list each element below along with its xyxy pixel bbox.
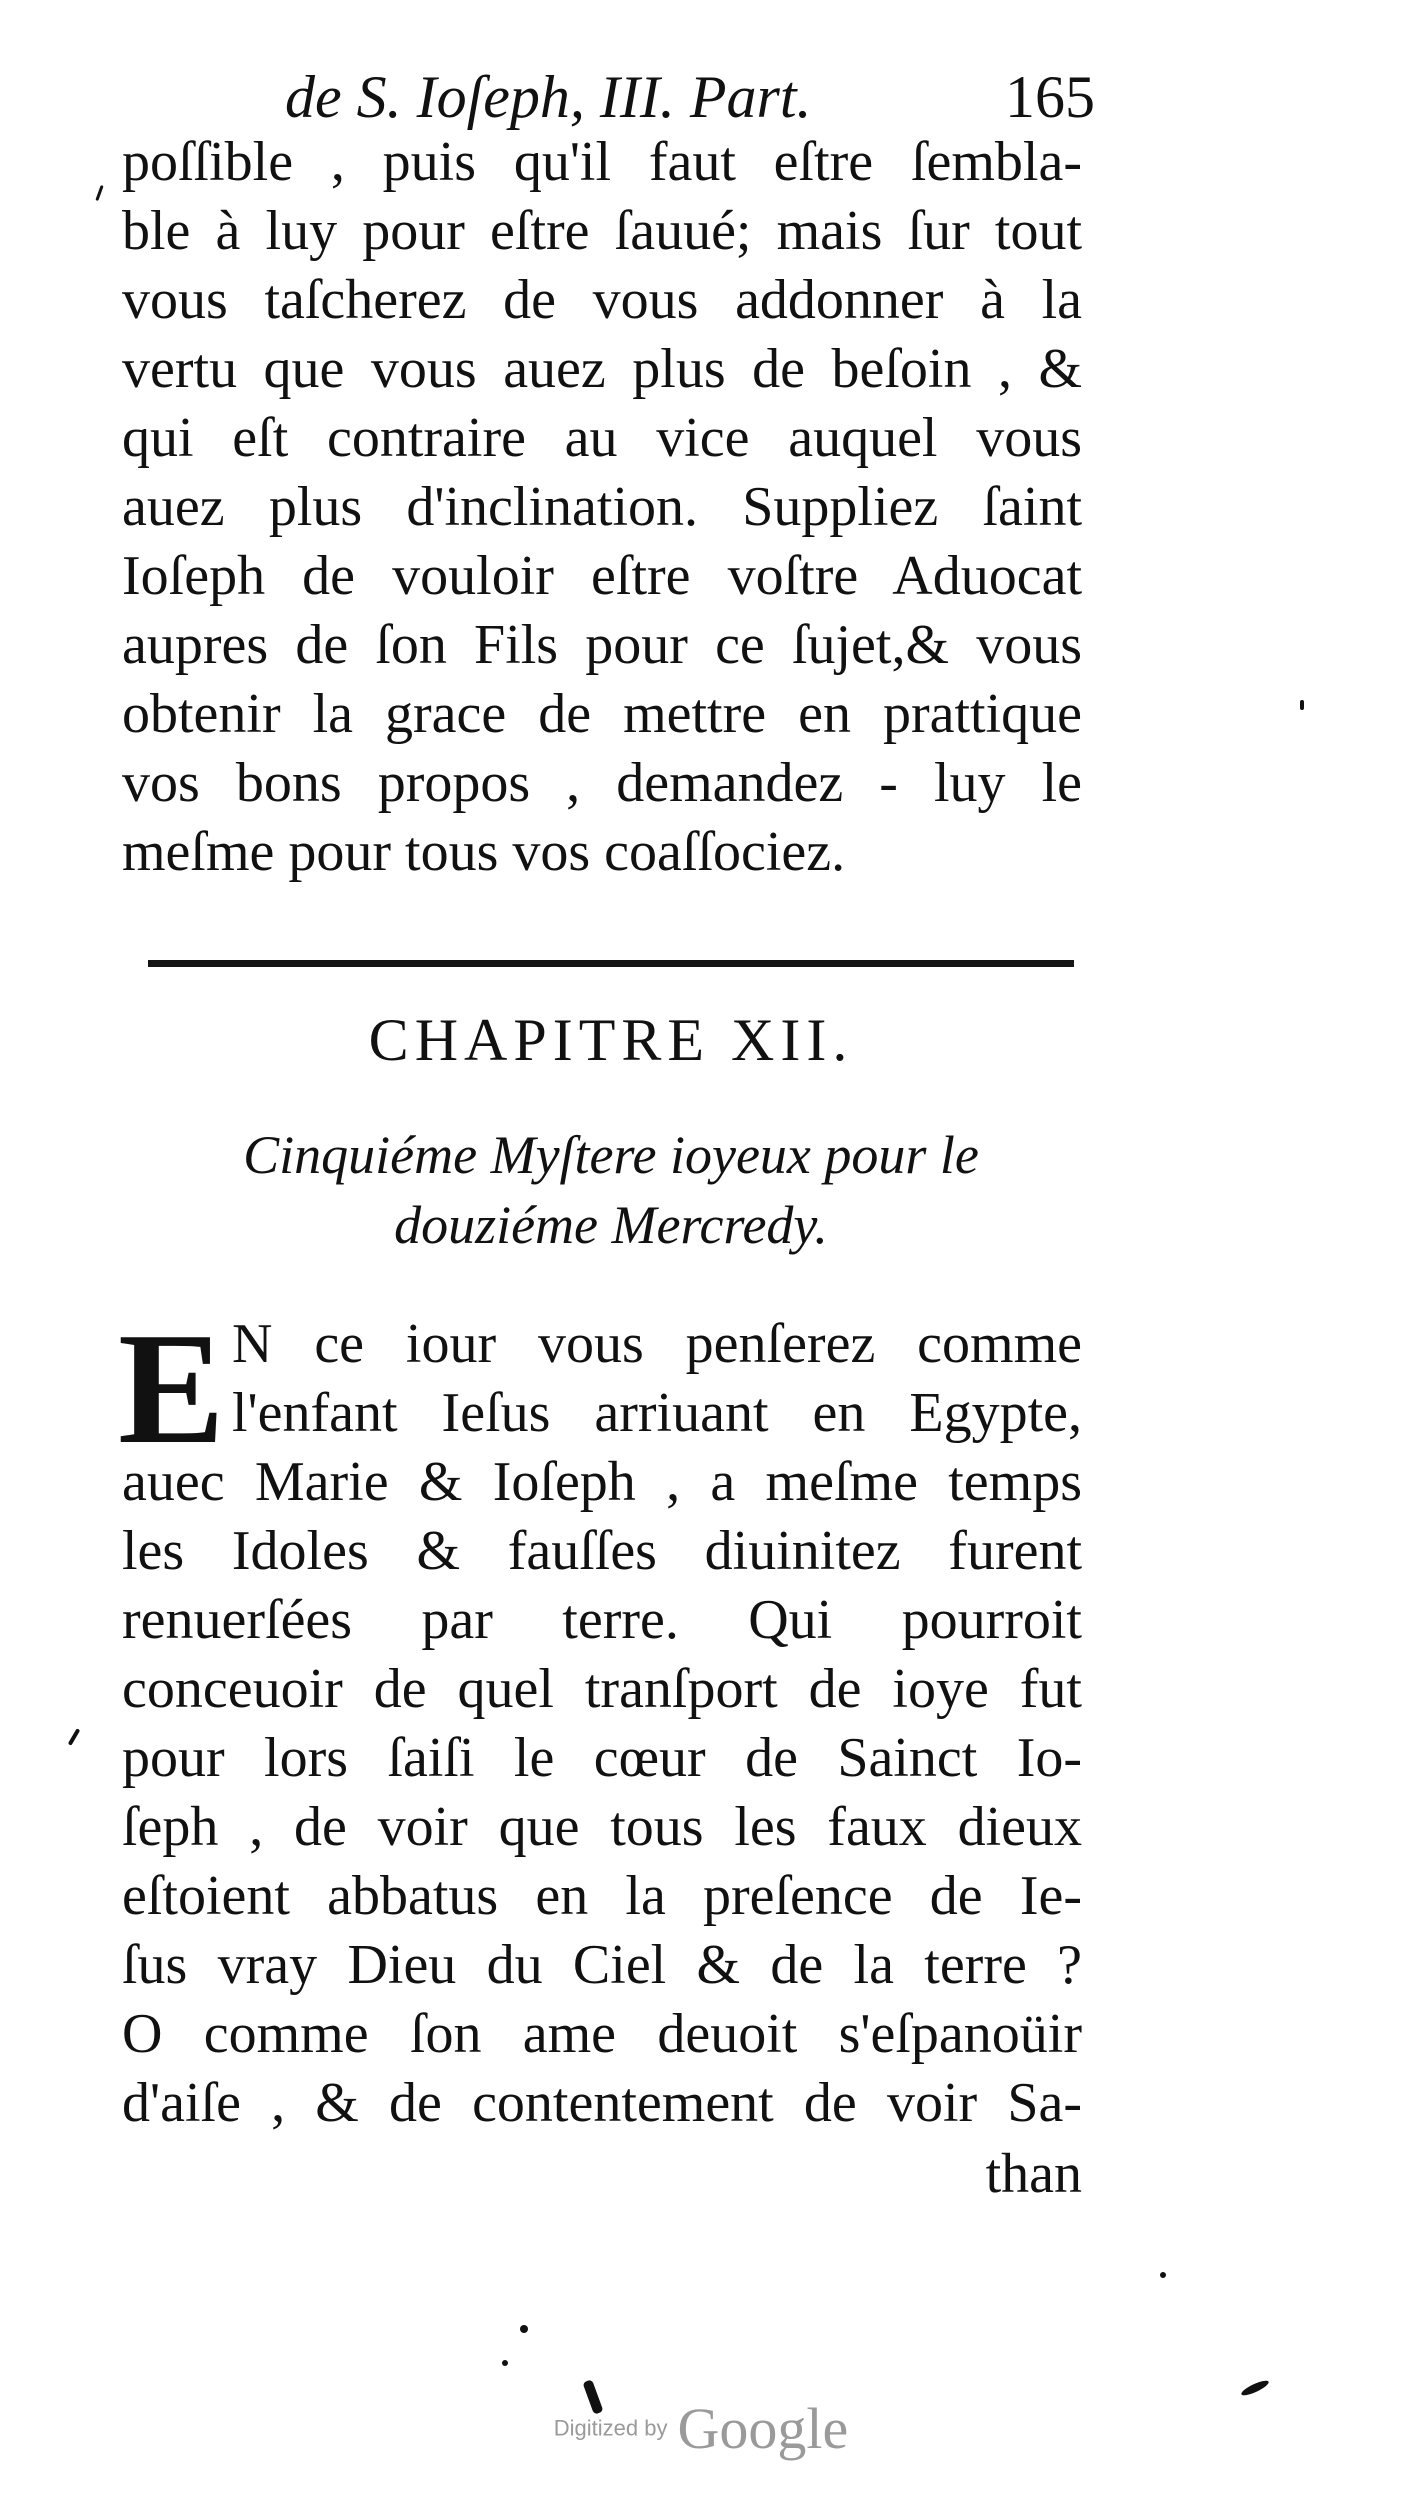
scan-speck bbox=[520, 2325, 528, 2333]
text-line: aupres de ſon Fils pour ce ſujet,& vous bbox=[122, 614, 1082, 676]
text-line: auec Marie & Ioſeph , a meſme temps bbox=[122, 1451, 1082, 1513]
chapter-subtitle-line: douziéme Mercredy. bbox=[394, 1195, 828, 1255]
text-line: les Idoles & fauſſes diuinitez furent bbox=[122, 1520, 1082, 1582]
text-line: pour lors ſaiſi le cœur de Sainct Io- bbox=[122, 1727, 1082, 1789]
text-line: vous taſcherez de vous addonner à la bbox=[122, 269, 1082, 331]
text-line: conceuoir de quel tranſport de ioye fut bbox=[122, 1658, 1082, 1720]
section-rule bbox=[148, 960, 1074, 967]
text-line: renuerſées par terre. Qui pourroit bbox=[122, 1589, 1082, 1651]
text-line: vertu que vous auez plus de beſoin , & bbox=[122, 338, 1082, 400]
scan-speck bbox=[1300, 700, 1304, 710]
text-line: O comme ſon ame deuoit s'eſpanoüir bbox=[122, 2003, 1082, 2065]
drop-cap: E bbox=[118, 1299, 225, 1477]
text-line: ble à luy pour eſtre ſauué; mais ſur tout bbox=[122, 200, 1082, 262]
google-logo: Google bbox=[677, 2396, 849, 2461]
chapter-paragraph bbox=[122, 1310, 1082, 2138]
text-line: qui eſt contraire au vice auquel vous bbox=[122, 407, 1082, 469]
text-line: poſſible , puis qu'il faut eſtre ſembla- bbox=[122, 131, 1082, 193]
scan-speck bbox=[502, 2360, 508, 2366]
text-line: eſtoient abbatus en la preſence de Ie- bbox=[122, 1865, 1082, 1927]
catchword: than bbox=[985, 2143, 1082, 2205]
paragraph-continuation bbox=[122, 128, 1082, 887]
scan-speck bbox=[1160, 2272, 1166, 2278]
text-line: N ce iour vous penſerez comme bbox=[232, 1313, 1082, 1375]
text-line: meſme pour tous vos coaſſociez. bbox=[122, 821, 846, 883]
text-line: auez plus d'inclination. Suppliez ſaint bbox=[122, 476, 1082, 538]
text-line: ſus vray Dieu du Ciel & de la terre ? bbox=[122, 1934, 1082, 1996]
running-head bbox=[285, 62, 1095, 132]
text-line: vos bons propos , demandez - luy le bbox=[122, 752, 1082, 814]
text-line: ſeph , de voir que tous les faux dieux bbox=[122, 1796, 1082, 1858]
digitized-by-watermark bbox=[0, 2395, 1402, 2462]
running-head-title: de S. Ioſeph, III. Part. bbox=[285, 64, 812, 130]
chapter-subtitle-line: Cinquiéme Myſtere ioyeux pour le bbox=[243, 1125, 979, 1185]
text-line: l'enfant Ieſus arriuant en Egypte, bbox=[232, 1382, 1082, 1444]
scan-speck bbox=[95, 185, 103, 201]
scan-speck bbox=[68, 1728, 80, 1746]
text-line: Ioſeph de vouloir eſtre voſtre Aduocat bbox=[122, 545, 1082, 607]
page-number: 165 bbox=[1005, 64, 1095, 130]
text-line: obtenir la grace de mettre en prattique bbox=[122, 683, 1082, 745]
watermark-prefix: Digitized by bbox=[553, 2415, 668, 2441]
chapter-heading: CHAPITRE XII. bbox=[368, 1007, 854, 1073]
text-line: d'aiſe , & de contentement de voir Sa- bbox=[122, 2072, 1082, 2134]
